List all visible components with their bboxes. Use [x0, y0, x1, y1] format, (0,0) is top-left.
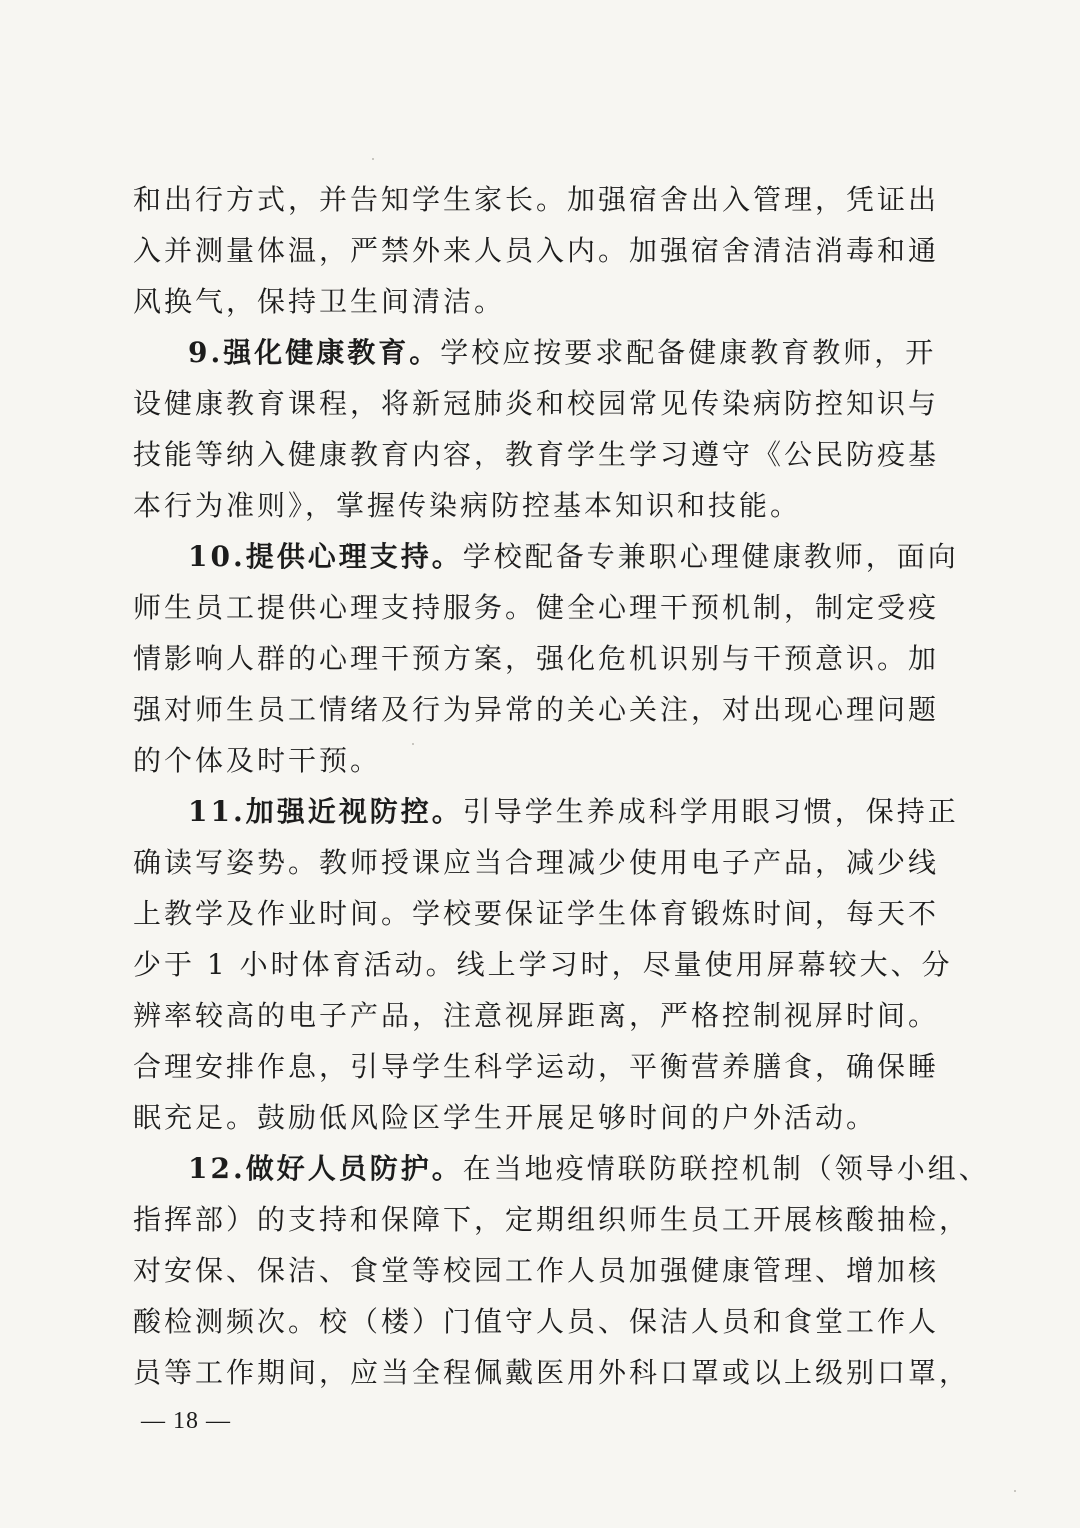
section-heading: 12.做好人员防护。 [188, 1152, 463, 1185]
section-12-first-line [188, 1149, 990, 1189]
text-line: 风换气，保持卫生间清洁。 [133, 285, 506, 318]
text-line: 和出行方式，并告知学生家长。加强宿舍出入管理，凭证出 [133, 183, 940, 216]
text-line: 酸检测频次。校（楼）门值守人员、保洁人员和食堂工作人 [133, 1305, 940, 1338]
section-text: 引导学生养成科学用眼习惯，保持正 [462, 795, 959, 828]
scan-speck [1014, 1490, 1016, 1492]
text-line: 辨率较高的电子产品，注意视屏距离，严格控制视屏时间。 [133, 999, 940, 1032]
text-line: 技能等纳入健康教育内容，教育学生学习遵守《公民防疫基 [133, 438, 940, 471]
text-line: 眠充足。鼓励低风险区学生开展足够时间的户外活动。 [133, 1101, 878, 1134]
text-line: 设健康教育课程，将新冠肺炎和校园常见传染病防控知识与 [133, 387, 940, 420]
scan-speck [372, 158, 374, 160]
text-line: 情影响人群的心理干预方案，强化危机识别与干预意识。加 [133, 642, 940, 675]
text-line: 强对师生员工情绪及行为异常的关心关注，对出现心理问题 [133, 693, 940, 726]
section-10-first-line [188, 537, 959, 577]
section-9-first-line [188, 333, 937, 373]
text-line: 本行为准则》，掌握传染病防控基本知识和技能。 [133, 489, 802, 522]
page-number: — 18 — [141, 1408, 231, 1434]
text-line: 确读写姿势。教师授课应当合理减少使用电子产品，减少线 [133, 846, 940, 879]
text-line: 指挥部）的支持和保障下，定期组织师生员工开展核酸抽检， [133, 1203, 971, 1236]
text-line: 的个体及时干预。 [133, 744, 382, 777]
section-heading: 11.加强近视防控。 [188, 795, 463, 828]
section-11-first-line [188, 792, 959, 832]
section-text: 学校配备专兼职心理健康教师，面向 [462, 540, 959, 573]
scan-speck [412, 743, 414, 745]
text-line: 员等工作期间，应当全程佩戴医用外科口罩或以上级别口罩， [133, 1356, 971, 1389]
text-line: 师生员工提供心理支持服务。健全心理干预机制，制定受疫 [133, 591, 940, 624]
text-line: 入并测量体温，严禁外来人员入内。加强宿舍清洁消毒和通 [133, 234, 940, 267]
text-line: 合理安排作息，引导学生科学运动，平衡营养膳食，确保睡 [133, 1050, 940, 1083]
section-heading: 10.提供心理支持。 [188, 540, 463, 573]
section-text: 学校应按要求配备健康教育教师，开 [440, 336, 937, 369]
text-line: 少于 1 小时体育活动。线上学习时，尽量使用屏幕较大、分 [133, 948, 953, 981]
section-text: 在当地疫情联防联控机制（领导小组、 [462, 1152, 990, 1185]
text-line: 对安保、保洁、食堂等校园工作人员加强健康管理、增加核 [133, 1254, 940, 1287]
section-heading: 9.强化健康教育。 [188, 336, 441, 369]
text-line: 上教学及作业时间。学校要保证学生体育锻炼时间，每天不 [133, 897, 940, 930]
